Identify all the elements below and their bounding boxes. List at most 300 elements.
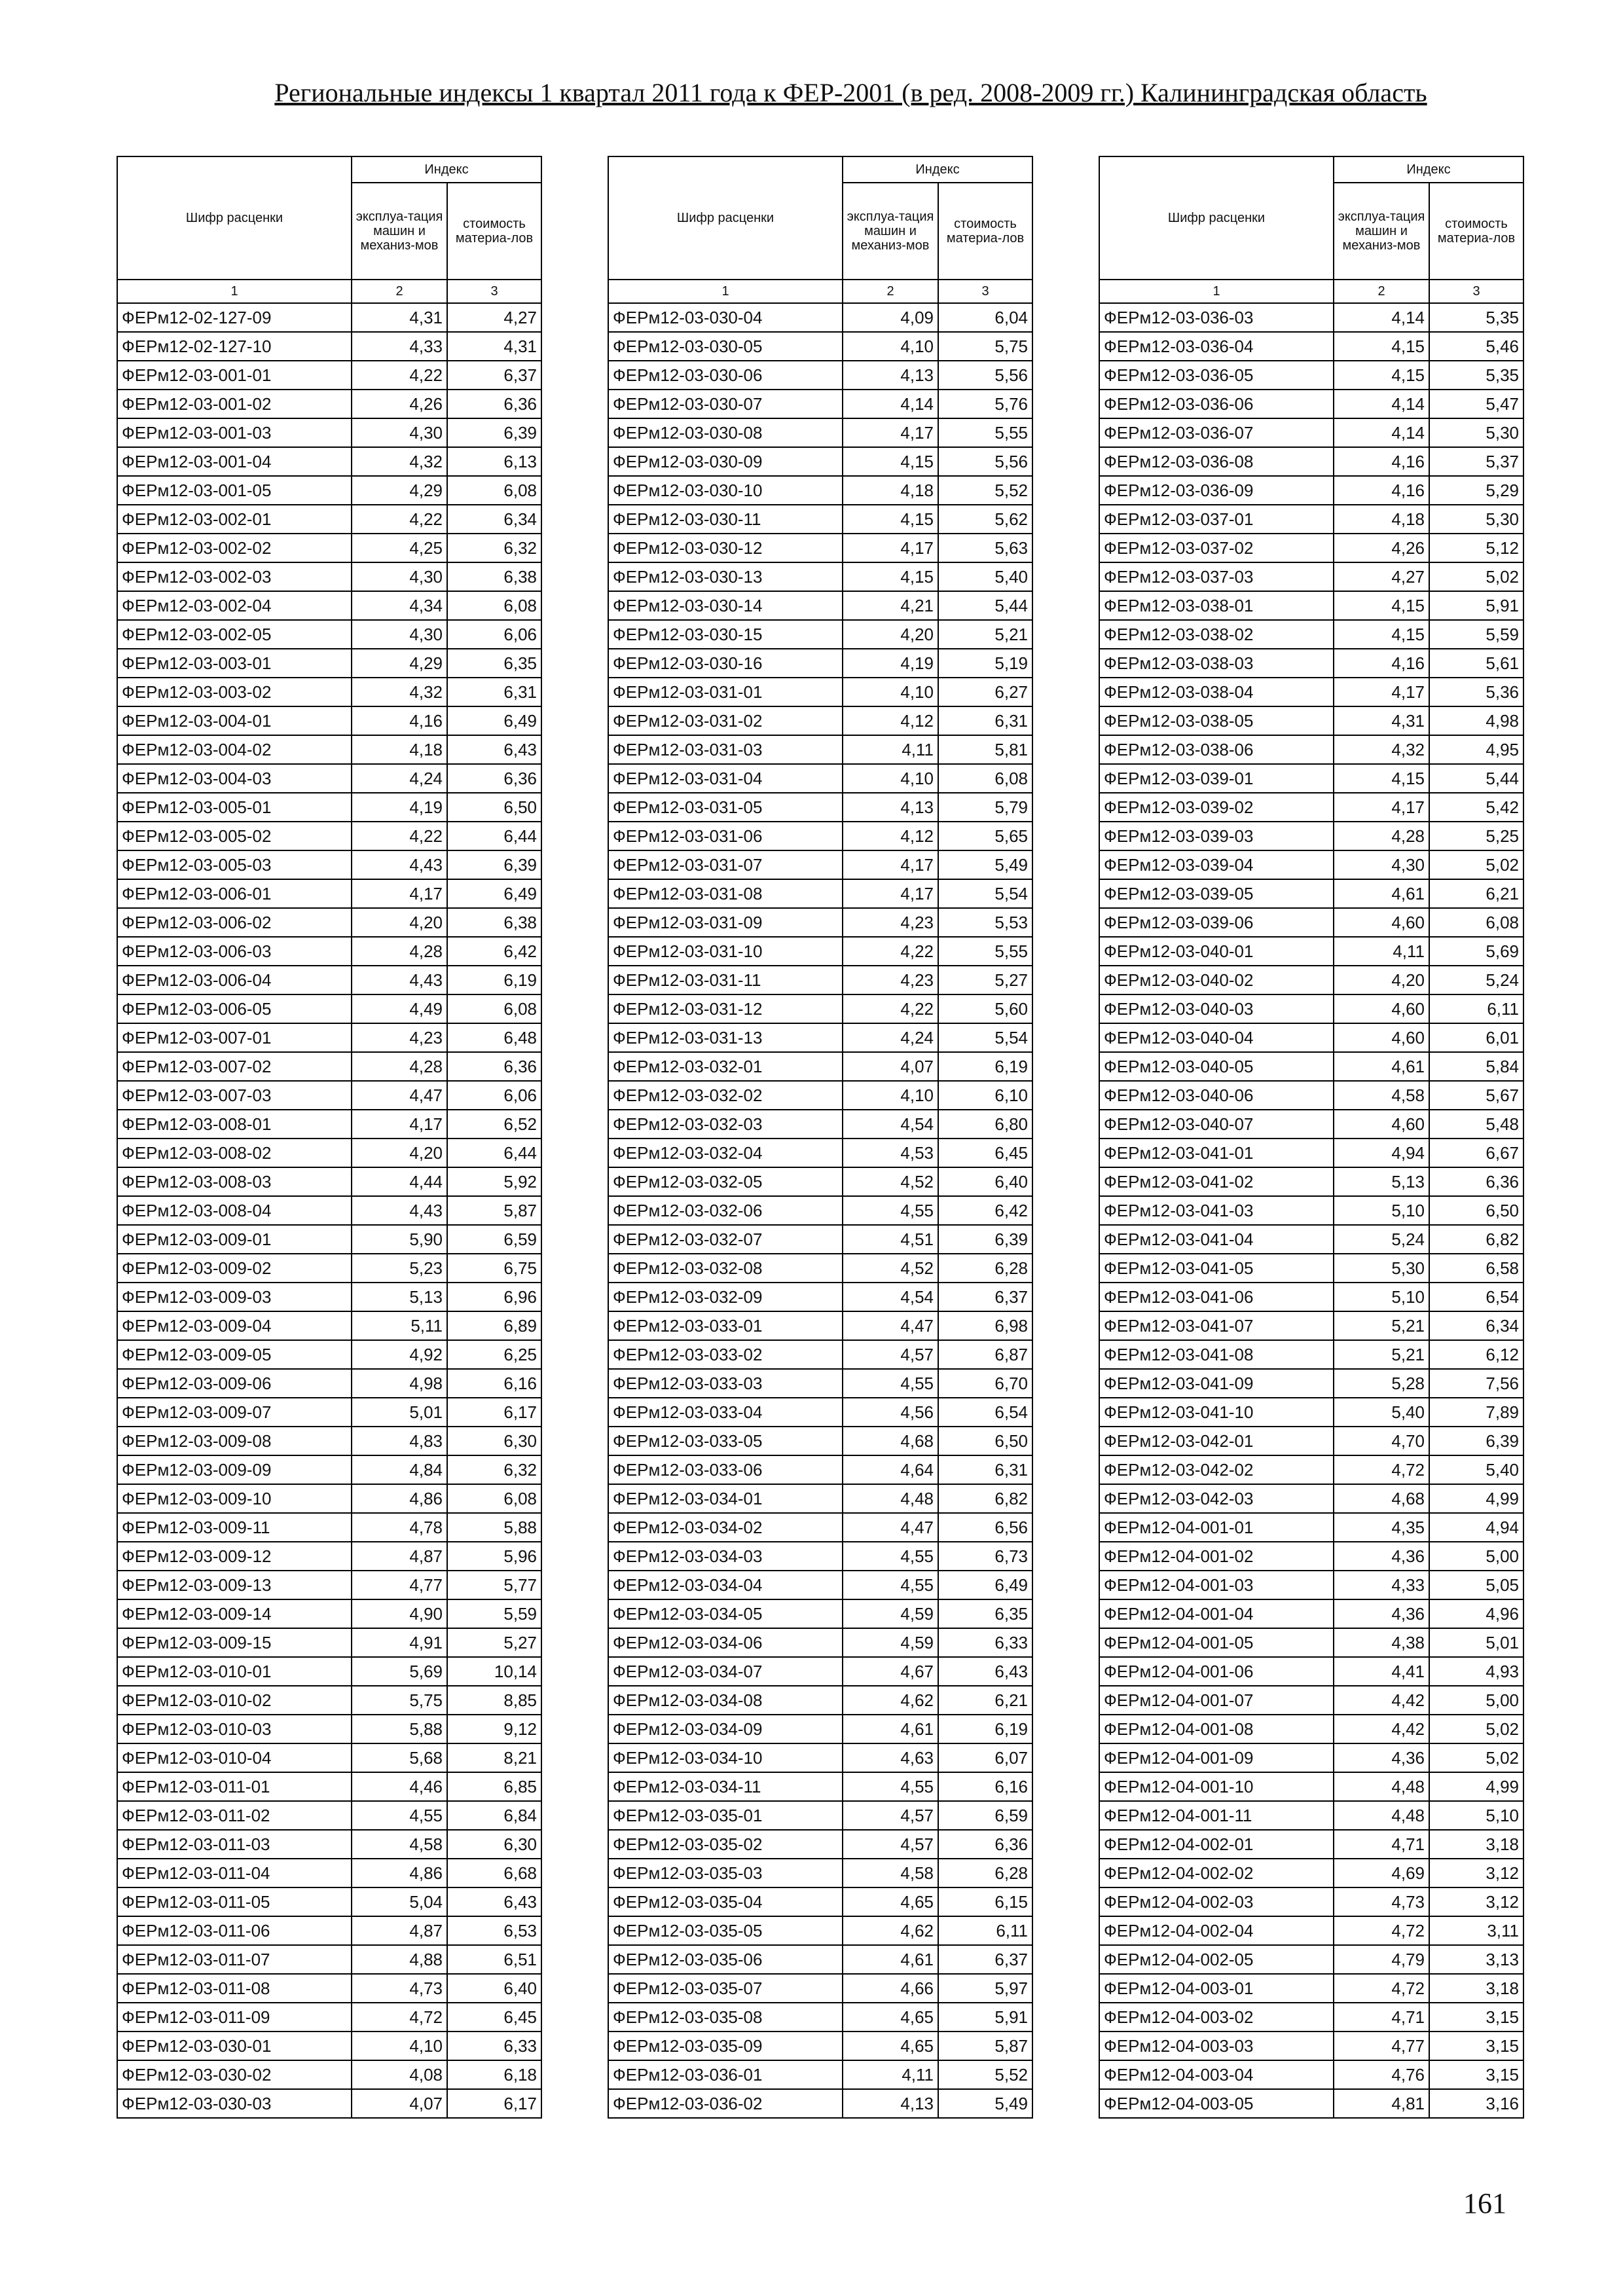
table-row <box>117 1167 541 1196</box>
materials-index-cell: 6,49 <box>447 706 541 735</box>
rate-code-cell: ФЕРм12-03-032-07 <box>608 1225 843 1254</box>
table-row <box>1099 1369 1523 1398</box>
rate-code-cell: ФЕРм12-04-001-05 <box>1099 1628 1334 1657</box>
materials-index-cell: 6,39 <box>938 1225 1032 1254</box>
rate-code-cell: ФЕРм12-03-031-10 <box>608 937 843 966</box>
rate-code-cell: ФЕРм12-03-008-02 <box>117 1139 352 1167</box>
rate-code-cell: ФЕРм12-03-030-06 <box>608 361 843 390</box>
table-row <box>117 1686 541 1715</box>
rate-code-cell: ФЕРм12-03-040-04 <box>1099 1023 1334 1052</box>
rate-code-cell: ФЕРм12-03-009-06 <box>117 1369 352 1398</box>
machines-index-cell: 4,86 <box>352 1859 447 1887</box>
table-row <box>1099 822 1523 850</box>
machines-index-cell: 4,54 <box>843 1283 938 1311</box>
table-row <box>117 2003 541 2032</box>
materials-index-cell: 6,89 <box>447 1311 541 1340</box>
rate-code-cell: ФЕРм12-04-003-03 <box>1099 2032 1334 2060</box>
rate-code-cell: ФЕРм12-03-030-04 <box>608 303 843 332</box>
machines-index-cell: 4,17 <box>352 879 447 908</box>
materials-index-cell: 5,02 <box>1429 850 1523 879</box>
machines-index-cell: 4,48 <box>1334 1772 1429 1801</box>
rate-code-cell: ФЕРм12-03-036-03 <box>1099 303 1334 332</box>
materials-index-cell: 6,33 <box>938 1628 1032 1657</box>
materials-index-cell: 5,55 <box>938 937 1032 966</box>
rate-code-cell: ФЕРм12-03-002-03 <box>117 562 352 591</box>
rate-code-cell: ФЕРм12-03-030-07 <box>608 390 843 418</box>
rate-code-cell: ФЕРм12-03-009-12 <box>117 1542 352 1571</box>
table-row <box>1099 966 1523 994</box>
materials-index-cell: 6,35 <box>447 649 541 678</box>
table-row <box>1099 2032 1523 2060</box>
materials-index-cell: 6,06 <box>447 1081 541 1110</box>
table-row <box>1099 2003 1523 2032</box>
materials-index-cell: 5,65 <box>938 822 1032 850</box>
materials-index-cell: 5,84 <box>1429 1052 1523 1081</box>
rate-code-cell: ФЕРм12-03-035-05 <box>608 1916 843 1945</box>
rate-code-cell: ФЕРм12-03-032-02 <box>608 1081 843 1110</box>
materials-index-cell: 6,19 <box>938 1052 1032 1081</box>
materials-index-cell: 6,73 <box>938 1542 1032 1571</box>
materials-index-cell: 6,56 <box>938 1513 1032 1542</box>
rate-code-cell: ФЕРм12-03-040-05 <box>1099 1052 1334 1081</box>
machines-index-cell: 4,55 <box>352 1801 447 1830</box>
table-row <box>1099 678 1523 706</box>
rate-code-cell: ФЕРм12-03-010-03 <box>117 1715 352 1743</box>
materials-index-cell: 5,56 <box>938 447 1032 476</box>
rate-code-cell: ФЕРм12-03-004-01 <box>117 706 352 735</box>
rate-code-cell: ФЕРм12-03-034-02 <box>608 1513 843 1542</box>
rate-code-cell: ФЕРм12-03-005-03 <box>117 850 352 879</box>
rate-code-cell: ФЕРм12-03-031-09 <box>608 908 843 937</box>
materials-index-cell: 5,92 <box>447 1167 541 1196</box>
materials-index-cell: 6,18 <box>447 2060 541 2089</box>
materials-index-cell: 6,08 <box>447 591 541 620</box>
materials-index-cell: 5,47 <box>1429 390 1523 418</box>
table-row <box>117 1427 541 1455</box>
materials-index-cell: 5,81 <box>938 735 1032 764</box>
page-number: 161 <box>1463 2187 1506 2219</box>
rate-code-cell: ФЕРм12-03-034-04 <box>608 1571 843 1599</box>
materials-index-cell: 5,59 <box>447 1599 541 1628</box>
rate-code-cell: ФЕРм12-03-041-04 <box>1099 1225 1334 1254</box>
machines-index-cell: 4,53 <box>843 1139 938 1167</box>
machines-index-cell: 4,61 <box>1334 1052 1429 1081</box>
table-row <box>608 2060 1032 2089</box>
machines-index-cell: 4,59 <box>843 1628 938 1657</box>
rate-code-cell: ФЕРм12-03-039-03 <box>1099 822 1334 850</box>
machines-index-cell: 4,36 <box>1334 1542 1429 1571</box>
materials-index-cell: 6,87 <box>938 1340 1032 1369</box>
rate-code-cell: ФЕРм12-03-036-05 <box>1099 361 1334 390</box>
materials-index-cell: 5,46 <box>1429 332 1523 361</box>
rate-code-cell: ФЕРм12-03-031-03 <box>608 735 843 764</box>
table-row <box>608 850 1032 879</box>
rate-code-cell: ФЕРм12-03-034-05 <box>608 1599 843 1628</box>
table-row <box>117 2032 541 2060</box>
table-row <box>117 1571 541 1599</box>
machines-index-cell: 4,60 <box>1334 994 1429 1023</box>
machines-index-cell: 4,52 <box>843 1167 938 1196</box>
machines-index-cell: 5,28 <box>1334 1369 1429 1398</box>
materials-index-cell: 7,56 <box>1429 1369 1523 1398</box>
table-row <box>608 1743 1032 1772</box>
rate-code-cell: ФЕРм12-03-009-14 <box>117 1599 352 1628</box>
table-row <box>608 1081 1032 1110</box>
rate-code-cell: ФЕРм12-03-009-07 <box>117 1398 352 1427</box>
materials-index-cell: 6,13 <box>447 447 541 476</box>
materials-index-cell: 6,28 <box>938 1254 1032 1283</box>
machines-index-cell: 4,73 <box>352 1974 447 2003</box>
machines-index-cell: 4,58 <box>843 1859 938 1887</box>
rate-code-cell: ФЕРм12-03-041-06 <box>1099 1283 1334 1311</box>
materials-index-cell: 3,18 <box>1429 1974 1523 2003</box>
rate-code-cell: ФЕРм12-03-002-02 <box>117 534 352 562</box>
table-row <box>608 562 1032 591</box>
rate-code-cell: ФЕРм12-04-001-08 <box>1099 1715 1334 1743</box>
materials-index-cell: 5,91 <box>1429 591 1523 620</box>
table-row <box>608 793 1032 822</box>
materials-index-cell: 6,16 <box>447 1369 541 1398</box>
materials-index-cell: 5,30 <box>1429 505 1523 534</box>
table-row <box>608 879 1032 908</box>
table-row <box>608 1513 1032 1542</box>
table-row <box>1099 1887 1523 1916</box>
rate-code-cell: ФЕРм12-03-031-13 <box>608 1023 843 1052</box>
rate-code-cell: ФЕРм12-03-009-05 <box>117 1340 352 1369</box>
table-row <box>117 562 541 591</box>
rate-code-cell: ФЕРм12-03-038-05 <box>1099 706 1334 735</box>
materials-index-cell: 6,34 <box>447 505 541 534</box>
machines-index-cell: 4,10 <box>843 678 938 706</box>
table-row <box>117 534 541 562</box>
rate-code-cell: ФЕРм12-03-035-01 <box>608 1801 843 1830</box>
machines-index-cell: 4,57 <box>843 1340 938 1369</box>
machines-index-cell: 4,20 <box>352 1139 447 1167</box>
rate-code-cell: ФЕРм12-03-001-04 <box>117 447 352 476</box>
rate-code-cell: ФЕРм12-03-010-02 <box>117 1686 352 1715</box>
materials-index-cell: 6,32 <box>447 1455 541 1484</box>
table-row <box>117 908 541 937</box>
table-row <box>608 534 1032 562</box>
header-col-number: 2 <box>843 280 938 303</box>
machines-index-cell: 4,47 <box>843 1311 938 1340</box>
machines-index-cell: 4,72 <box>1334 1974 1429 2003</box>
rate-code-cell: ФЕРм12-03-041-08 <box>1099 1340 1334 1369</box>
rate-code-cell: ФЕРм12-03-036-02 <box>608 2089 843 2118</box>
materials-index-cell: 6,82 <box>938 1484 1032 1513</box>
rate-code-cell: ФЕРм12-03-009-11 <box>117 1513 352 1542</box>
table-row <box>1099 1859 1523 1887</box>
table-row <box>1099 418 1523 447</box>
rate-code-cell: ФЕРм12-04-003-05 <box>1099 2089 1334 2118</box>
machines-index-cell: 5,24 <box>1334 1225 1429 1254</box>
table-row <box>117 649 541 678</box>
table-row <box>608 1772 1032 1801</box>
machines-index-cell: 5,10 <box>1334 1283 1429 1311</box>
materials-index-cell: 6,84 <box>447 1801 541 1830</box>
materials-index-cell: 6,39 <box>1429 1427 1523 1455</box>
materials-index-cell: 6,30 <box>447 1427 541 1455</box>
table-row <box>117 1052 541 1081</box>
machines-index-cell: 4,10 <box>843 332 938 361</box>
materials-index-cell: 6,31 <box>447 678 541 706</box>
machines-index-cell: 4,60 <box>1334 1110 1429 1139</box>
table-row <box>608 1484 1032 1513</box>
table-row <box>1099 1801 1523 1830</box>
table-row <box>1099 1484 1523 1513</box>
table-row <box>1099 1167 1523 1196</box>
materials-index-cell: 6,98 <box>938 1311 1032 1340</box>
materials-index-cell: 4,27 <box>447 303 541 332</box>
table-row <box>608 2032 1032 2060</box>
materials-index-cell: 4,96 <box>1429 1599 1523 1628</box>
machines-index-cell: 4,65 <box>843 2032 938 2060</box>
materials-index-cell: 5,76 <box>938 390 1032 418</box>
materials-index-cell: 6,45 <box>938 1139 1032 1167</box>
table-row <box>117 1196 541 1225</box>
machines-index-cell: 4,69 <box>1334 1859 1429 1887</box>
machines-index-cell: 4,64 <box>843 1455 938 1484</box>
rate-code-cell: ФЕРм12-03-003-01 <box>117 649 352 678</box>
rate-code-cell: ФЕРм12-03-007-01 <box>117 1023 352 1052</box>
table-row <box>608 1859 1032 1887</box>
table-row <box>608 1254 1032 1283</box>
materials-index-cell: 5,54 <box>938 1023 1032 1052</box>
rate-code-cell: ФЕРм12-03-033-06 <box>608 1455 843 1484</box>
table-row <box>117 1455 541 1484</box>
materials-index-cell: 5,30 <box>1429 418 1523 447</box>
machines-index-cell: 4,34 <box>352 591 447 620</box>
rate-code-cell: ФЕРм12-03-031-12 <box>608 994 843 1023</box>
materials-index-cell: 3,15 <box>1429 2032 1523 2060</box>
machines-index-cell: 4,26 <box>1334 534 1429 562</box>
table-row <box>608 1283 1032 1311</box>
materials-index-cell: 8,85 <box>447 1686 541 1715</box>
header-col-number: 1 <box>117 280 352 303</box>
rate-code-cell: ФЕРм12-03-032-09 <box>608 1283 843 1311</box>
machines-index-cell: 5,04 <box>352 1887 447 1916</box>
table-row <box>608 1657 1032 1686</box>
materials-index-cell: 4,98 <box>1429 706 1523 735</box>
header-col-number: 3 <box>447 280 541 303</box>
materials-index-cell: 6,06 <box>447 620 541 649</box>
table-row <box>117 591 541 620</box>
machines-index-cell: 4,16 <box>1334 447 1429 476</box>
table-row <box>117 966 541 994</box>
table-row <box>117 1945 541 1974</box>
materials-index-cell: 5,61 <box>1429 649 1523 678</box>
rate-code-cell: ФЕРм12-02-127-09 <box>117 303 352 332</box>
rate-code-cell: ФЕРм12-03-030-15 <box>608 620 843 649</box>
rate-code-cell: ФЕРм12-03-004-02 <box>117 735 352 764</box>
machines-index-cell: 4,62 <box>843 1686 938 1715</box>
index-table-1 <box>117 156 542 2119</box>
table-row <box>1099 1052 1523 1081</box>
machines-index-cell: 4,10 <box>352 2032 447 2060</box>
machines-index-cell: 4,10 <box>843 764 938 793</box>
materials-index-cell: 3,15 <box>1429 2003 1523 2032</box>
rate-code-cell: ФЕРм12-03-030-14 <box>608 591 843 620</box>
materials-index-cell: 3,16 <box>1429 2089 1523 2118</box>
rate-code-cell: ФЕРм12-04-002-02 <box>1099 1859 1334 1887</box>
rate-code-cell: ФЕРм12-03-030-09 <box>608 447 843 476</box>
machines-index-cell: 4,79 <box>1334 1945 1429 1974</box>
table-row <box>608 620 1032 649</box>
rate-code-cell: ФЕРм12-03-041-03 <box>1099 1196 1334 1225</box>
materials-index-cell: 5,52 <box>938 476 1032 505</box>
rate-code-cell: ФЕРм12-03-009-13 <box>117 1571 352 1599</box>
rate-code-cell: ФЕРм12-03-009-03 <box>117 1283 352 1311</box>
materials-index-cell: 6,42 <box>938 1196 1032 1225</box>
materials-index-cell: 3,12 <box>1429 1887 1523 1916</box>
table-row <box>117 1974 541 2003</box>
materials-index-cell: 6,40 <box>938 1167 1032 1196</box>
materials-index-cell: 5,49 <box>938 2089 1032 2118</box>
table-row <box>1099 850 1523 879</box>
rate-code-cell: ФЕРм12-03-006-03 <box>117 937 352 966</box>
table-row <box>608 1455 1032 1484</box>
materials-index-cell: 6,68 <box>447 1859 541 1887</box>
table-row <box>1099 1023 1523 1052</box>
machines-index-cell: 4,09 <box>843 303 938 332</box>
machines-index-cell: 4,42 <box>1334 1686 1429 1715</box>
materials-index-cell: 6,45 <box>447 2003 541 2032</box>
machines-index-cell: 4,13 <box>843 793 938 822</box>
rate-code-cell: ФЕРм12-03-034-11 <box>608 1772 843 1801</box>
table-row <box>1099 1427 1523 1455</box>
table-row <box>1099 649 1523 678</box>
materials-index-cell: 5,54 <box>938 879 1032 908</box>
materials-index-cell: 6,19 <box>938 1715 1032 1743</box>
table-row <box>1099 1110 1523 1139</box>
materials-index-cell: 6,43 <box>447 735 541 764</box>
header-code: Шифр расценки <box>1099 156 1334 280</box>
rate-code-cell: ФЕРм12-03-034-09 <box>608 1715 843 1743</box>
machines-index-cell: 4,57 <box>843 1801 938 1830</box>
machines-index-cell: 4,47 <box>352 1081 447 1110</box>
table-row <box>608 390 1032 418</box>
table-row <box>1099 1743 1523 1772</box>
machines-index-cell: 4,13 <box>843 361 938 390</box>
machines-index-cell: 4,24 <box>843 1023 938 1052</box>
materials-index-cell: 5,91 <box>938 2003 1032 2032</box>
materials-index-cell: 6,30 <box>447 1830 541 1859</box>
rate-code-cell: ФЕРм12-03-011-01 <box>117 1772 352 1801</box>
table-row <box>1099 447 1523 476</box>
table-row <box>608 1599 1032 1628</box>
rate-code-cell: ФЕРм12-03-036-01 <box>608 2060 843 2089</box>
rate-code-cell: ФЕРм12-03-004-03 <box>117 764 352 793</box>
rate-code-cell: ФЕРм12-04-001-01 <box>1099 1513 1334 1542</box>
rate-code-cell: ФЕРм12-03-034-07 <box>608 1657 843 1686</box>
rate-code-cell: ФЕРм12-03-009-09 <box>117 1455 352 1484</box>
rate-code-cell: ФЕРм12-04-001-03 <box>1099 1571 1334 1599</box>
materials-index-cell: 5,77 <box>447 1571 541 1599</box>
table-row <box>608 1052 1032 1081</box>
header-code: Шифр расценки <box>117 156 352 280</box>
materials-index-cell: 5,56 <box>938 361 1032 390</box>
machines-index-cell: 4,26 <box>352 390 447 418</box>
machines-index-cell: 4,58 <box>352 1830 447 1859</box>
table-row <box>1099 332 1523 361</box>
rate-code-cell: ФЕРм12-03-009-04 <box>117 1311 352 1340</box>
materials-index-cell: 6,10 <box>938 1081 1032 1110</box>
header-machines: эксплуа-тация машин и механиз-мов <box>1334 183 1429 280</box>
rate-code-cell: ФЕРм12-03-041-02 <box>1099 1167 1334 1196</box>
machines-index-cell: 4,44 <box>352 1167 447 1196</box>
table-row <box>117 390 541 418</box>
machines-index-cell: 4,90 <box>352 1599 447 1628</box>
machines-index-cell: 4,61 <box>1334 879 1429 908</box>
table-row <box>117 1859 541 1887</box>
table-row <box>117 1484 541 1513</box>
table-row <box>608 1023 1032 1052</box>
rate-code-cell: ФЕРм12-03-032-05 <box>608 1167 843 1196</box>
rate-code-cell: ФЕРм12-03-011-04 <box>117 1859 352 1887</box>
materials-index-cell: 6,58 <box>1429 1254 1523 1283</box>
materials-index-cell: 6,16 <box>938 1772 1032 1801</box>
materials-index-cell: 6,37 <box>447 361 541 390</box>
materials-index-cell: 6,12 <box>1429 1340 1523 1369</box>
table-row <box>117 1398 541 1427</box>
header-materials: стоимость материа-лов <box>1429 183 1523 280</box>
machines-index-cell: 4,15 <box>843 447 938 476</box>
rate-code-cell: ФЕРм12-03-006-04 <box>117 966 352 994</box>
rate-code-cell: ФЕРм12-03-040-03 <box>1099 994 1334 1023</box>
materials-index-cell: 6,17 <box>447 1398 541 1427</box>
table-row <box>608 1715 1032 1743</box>
table-row <box>1099 1571 1523 1599</box>
table-row <box>117 620 541 649</box>
machines-index-cell: 4,22 <box>352 361 447 390</box>
rate-code-cell: ФЕРм12-03-041-05 <box>1099 1254 1334 1283</box>
rate-code-cell: ФЕРм12-03-010-01 <box>117 1657 352 1686</box>
materials-index-cell: 5,42 <box>1429 793 1523 822</box>
rate-code-cell: ФЕРм12-03-011-03 <box>117 1830 352 1859</box>
materials-index-cell: 5,27 <box>447 1628 541 1657</box>
machines-index-cell: 4,32 <box>352 447 447 476</box>
machines-index-cell: 4,71 <box>1334 1830 1429 1859</box>
table-row <box>117 1225 541 1254</box>
machines-index-cell: 4,60 <box>1334 908 1429 937</box>
table-row <box>1099 2089 1523 2118</box>
table-row <box>1099 735 1523 764</box>
rate-code-cell: ФЕРм12-03-033-02 <box>608 1340 843 1369</box>
rate-code-cell: ФЕРм12-03-031-11 <box>608 966 843 994</box>
materials-index-cell: 5,35 <box>1429 303 1523 332</box>
materials-index-cell: 5,69 <box>1429 937 1523 966</box>
table-row <box>1099 793 1523 822</box>
rate-code-cell: ФЕРм12-02-127-10 <box>117 332 352 361</box>
table-row <box>1099 2060 1523 2089</box>
materials-index-cell: 5,87 <box>447 1196 541 1225</box>
machines-index-cell: 4,88 <box>352 1945 447 1974</box>
table-row <box>608 1686 1032 1715</box>
materials-index-cell: 6,17 <box>447 2089 541 2118</box>
index-table-3 <box>1099 156 1524 2119</box>
machines-index-cell: 4,18 <box>1334 505 1429 534</box>
machines-index-cell: 4,84 <box>352 1455 447 1484</box>
materials-index-cell: 6,35 <box>938 1599 1032 1628</box>
rate-code-cell: ФЕРм12-03-031-06 <box>608 822 843 850</box>
rate-code-cell: ФЕРм12-03-009-15 <box>117 1628 352 1657</box>
machines-index-cell: 4,55 <box>843 1369 938 1398</box>
machines-index-cell: 4,30 <box>1334 850 1429 879</box>
rate-code-cell: ФЕРм12-03-005-02 <box>117 822 352 850</box>
machines-index-cell: 4,59 <box>843 1599 938 1628</box>
materials-index-cell: 5,48 <box>1429 1110 1523 1139</box>
table-row <box>117 1110 541 1139</box>
